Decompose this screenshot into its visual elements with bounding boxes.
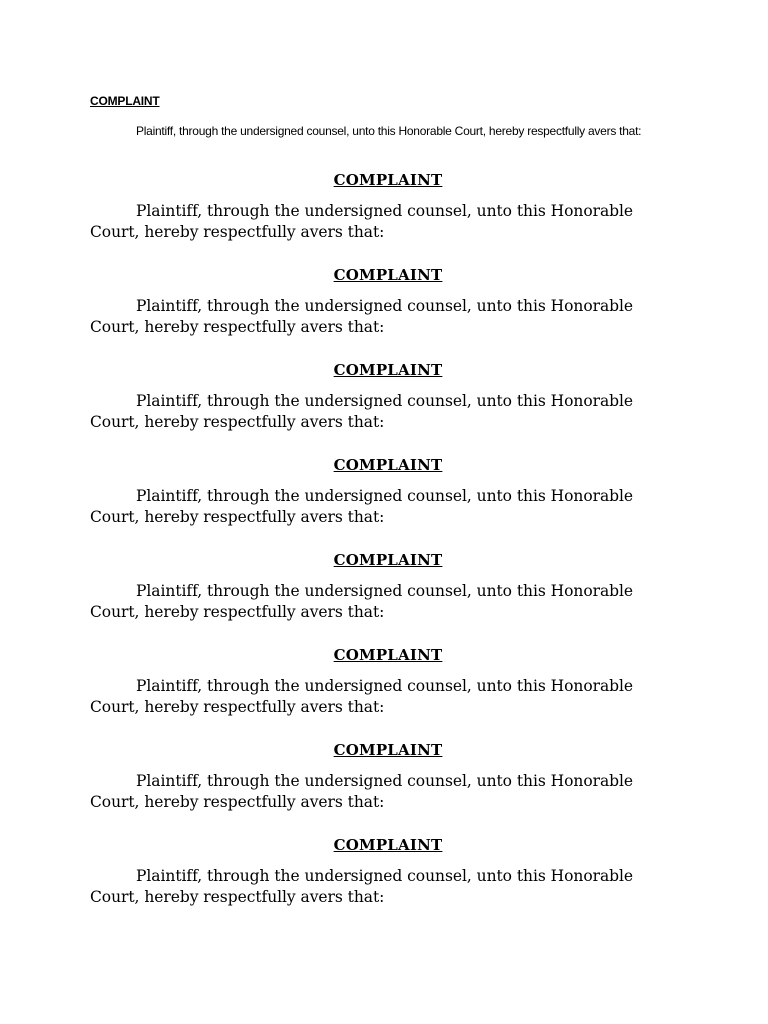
section-paragraph: Plaintiff, through the undersigned counsel, unto this Honorable Court, hereby respectfully avers that: (136, 124, 642, 138)
section-paragraph: Plaintiff, through the undersigned counsel, unto this Honorable Court, hereby respectfully avers that: (90, 772, 634, 811)
section-paragraph: Plaintiff, through the undersigned counsel, unto this Honorable Court, hereby respectfully avers that: (90, 297, 634, 336)
section-paragraph: Plaintiff, through the undersigned counsel, unto this Honorable Court, hereby respectfully avers that: (90, 487, 634, 526)
section-heading: COMPLAINT (333, 836, 443, 854)
section-paragraph: Plaintiff, through the undersigned counsel, unto this Honorable Court, hereby respectfully avers that: (90, 582, 634, 621)
serif-sections (90, 169, 686, 929)
section (90, 264, 686, 359)
section (90, 169, 686, 264)
section-heading: COMPLAINT (333, 171, 443, 189)
section-paragraph: Plaintiff, through the undersigned counsel, unto this Honorable Court, hereby respectfully avers that: (90, 202, 634, 241)
first-section (90, 92, 690, 141)
section (90, 834, 686, 929)
section-paragraph: Plaintiff, through the undersigned counsel, unto this Honorable Court, hereby respectfully avers that: (90, 867, 634, 906)
section-heading: COMPLAINT (90, 94, 160, 108)
section-heading: COMPLAINT (333, 266, 443, 284)
section (90, 359, 686, 454)
section (90, 549, 686, 644)
section (90, 739, 686, 834)
section-heading: COMPLAINT (333, 456, 443, 474)
section-heading: COMPLAINT (333, 741, 443, 759)
section (90, 644, 686, 739)
section-heading: COMPLAINT (333, 646, 443, 664)
section-paragraph: Plaintiff, through the undersigned counsel, unto this Honorable Court, hereby respectfully avers that: (90, 677, 634, 716)
section-heading: COMPLAINT (333, 361, 443, 379)
section (90, 454, 686, 549)
section-paragraph: Plaintiff, through the undersigned counsel, unto this Honorable Court, hereby respectfully avers that: (90, 392, 634, 431)
section-heading: COMPLAINT (333, 551, 443, 569)
